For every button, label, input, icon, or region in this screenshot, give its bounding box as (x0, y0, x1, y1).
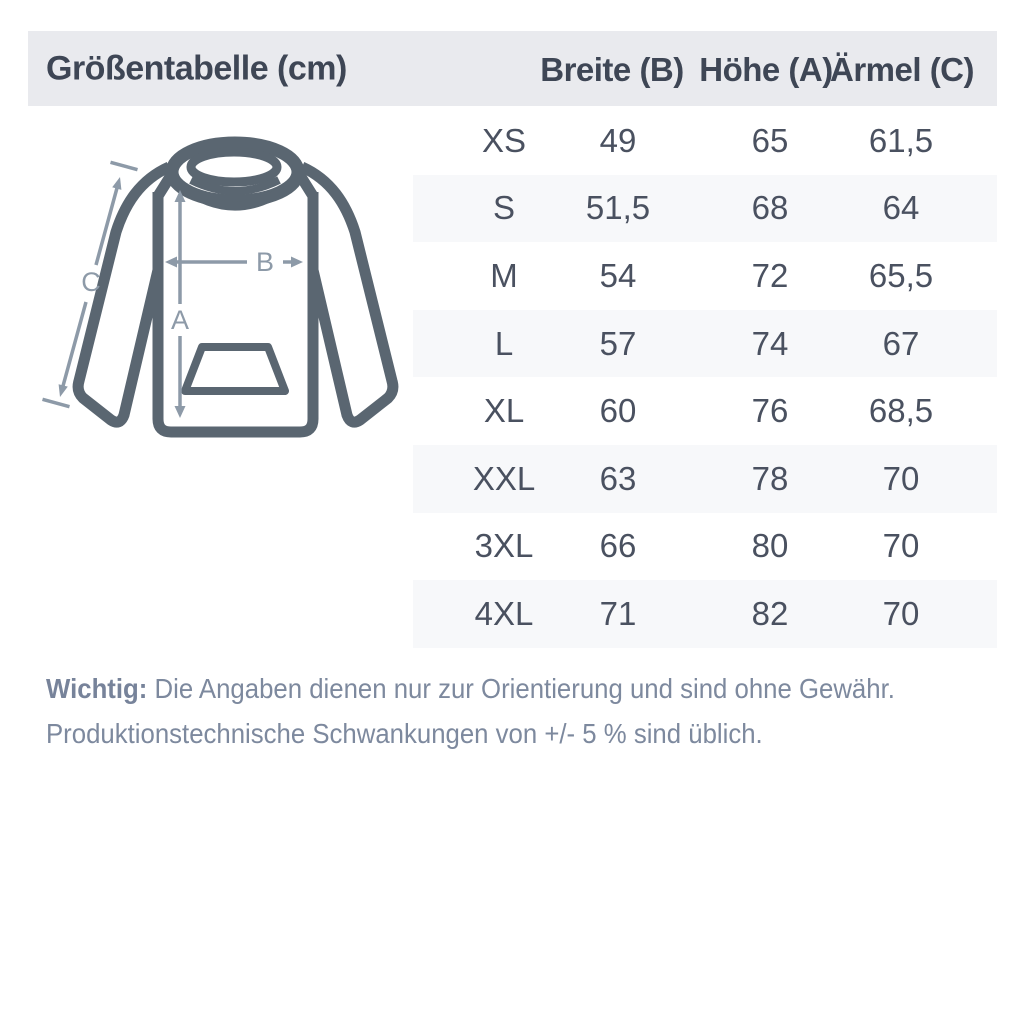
hoehe-value: 82 (751, 594, 789, 632)
breite-value: 60 (599, 392, 637, 430)
table-header-bar (28, 31, 997, 106)
size-label: L (494, 324, 514, 362)
disclaimer (46, 666, 895, 756)
measure-label-a: A (170, 305, 190, 335)
table-row (413, 445, 997, 513)
aermel-value: 70 (882, 594, 920, 632)
size-label: XXL (472, 459, 536, 497)
breite-value: 49 (599, 121, 637, 159)
column-header-breite: Breite (B) (540, 51, 684, 88)
hoodie-diagram (28, 120, 408, 470)
hoehe-value: 78 (751, 459, 789, 497)
breite-value: 54 (599, 256, 637, 294)
size-label: S (492, 189, 516, 227)
breite-value: 51,5 (585, 189, 651, 227)
table-row (413, 175, 997, 243)
hood (172, 143, 298, 206)
aermel-value: 61,5 (868, 121, 934, 159)
column-header-hoehe: Höhe (A) (699, 51, 833, 88)
hoehe-value: 68 (751, 189, 789, 227)
breite-value: 71 (599, 594, 637, 632)
kangaroo-pocket (185, 347, 285, 391)
hoehe-value: 74 (751, 324, 789, 362)
size-label: XS (481, 121, 527, 159)
size-label: M (490, 256, 518, 294)
table-row (413, 580, 997, 648)
measure-arrow-b (165, 257, 303, 268)
aermel-value: 65,5 (868, 256, 934, 294)
measure-label-c: C (81, 267, 101, 297)
table-row (413, 107, 997, 175)
hoehe-value: 72 (751, 256, 789, 294)
measure-label-b: B (255, 247, 275, 277)
table-row (413, 310, 997, 378)
aermel-value: 67 (882, 324, 920, 362)
breite-value: 63 (599, 459, 637, 497)
page-title: Größentabelle (cm) (46, 49, 347, 87)
aermel-value: 70 (882, 527, 920, 565)
aermel-value: 68,5 (868, 392, 934, 430)
column-header-aermel: Ärmel (C) (829, 51, 975, 88)
aermel-value: 70 (882, 459, 920, 497)
disclaimer-line1: Die Angaben dienen nur zur Orientierung und sind ohne Gewähr. (154, 673, 895, 704)
breite-value: 57 (599, 324, 637, 362)
disclaimer-label: Wichtig: (46, 673, 148, 704)
table-row (413, 242, 997, 310)
size-label: 4XL (474, 594, 534, 632)
table-row (413, 513, 997, 581)
disclaimer-line2: Produktionstechnische Schwankungen von +/- 5 % sind üblich. (46, 718, 763, 749)
size-table-body (413, 107, 997, 648)
hood-opening (191, 152, 277, 182)
size-label: XL (483, 392, 525, 430)
breite-value: 66 (599, 527, 637, 565)
size-label: 3XL (474, 527, 534, 565)
aermel-value: 64 (882, 189, 920, 227)
hoehe-value: 65 (751, 121, 789, 159)
hoehe-value: 80 (751, 527, 789, 565)
hoehe-value: 76 (751, 392, 789, 430)
table-row (413, 377, 997, 445)
